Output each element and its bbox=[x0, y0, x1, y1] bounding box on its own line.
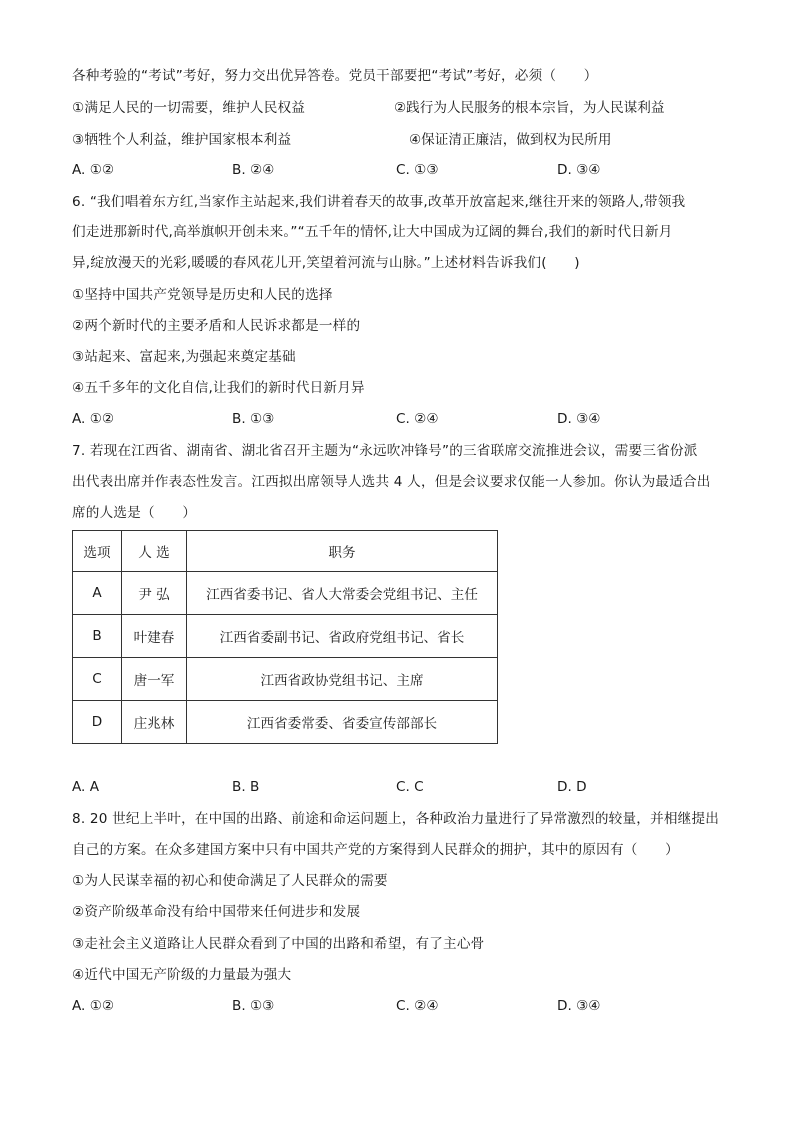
header-candidate: 人 选 bbox=[122, 531, 187, 572]
row-candidate: 尹 弘 bbox=[122, 572, 187, 615]
row-option: A bbox=[73, 572, 122, 615]
q6-option-a[interactable]: A. ①② bbox=[72, 411, 115, 427]
q7-candidates-table bbox=[72, 530, 498, 744]
q8-option-c[interactable]: C. ②④ bbox=[396, 998, 439, 1014]
row-position: 江西省委书记、省人大常委会党组书记、主任 bbox=[187, 572, 498, 615]
row-option: B bbox=[73, 615, 122, 658]
q7-option-d[interactable]: D. D bbox=[557, 779, 587, 795]
q5-statement-4: ④保证清正廉洁，做到权为民所用 bbox=[409, 132, 612, 148]
q7-stem-line-1: 7. 若现在江西省、湖南省、湖北省召开主题为“永远吹冲锋号”的三省联席交流推进会议，需要三省份派 bbox=[72, 443, 698, 459]
table-row bbox=[73, 572, 498, 615]
q6-option-b[interactable]: B. ①③ bbox=[232, 411, 275, 427]
q8-statement-4: ④近代中国无产阶级的力量最为强大 bbox=[72, 967, 292, 983]
q8-statement-2: ②资产阶级革命没有给中国带来任何进步和发展 bbox=[72, 904, 361, 920]
header-option: 选项 bbox=[73, 531, 122, 572]
q5-statement-2: ②践行为人民服务的根本宗旨，为人民谋利益 bbox=[394, 100, 665, 116]
q5-statement-3: ③牺牲个人利益，维护国家根本利益 bbox=[72, 132, 292, 148]
q6-stem-line-3: 异,绽放漫天的光彩,暖暖的春风花儿开,笑望着河流与山脉。”上述材料告诉我们( ) bbox=[72, 255, 580, 271]
q8-statement-3: ③走社会主义道路让人民群众看到了中国的出路和希望，有了主心骨 bbox=[72, 936, 485, 952]
q7-option-a[interactable]: A. A bbox=[72, 779, 100, 795]
q5-option-a[interactable]: A. ①② bbox=[72, 162, 115, 178]
q6-statement-3: ③站起来、富起来,为强起来奠定基础 bbox=[72, 349, 296, 365]
row-candidate: 庄兆林 bbox=[122, 701, 187, 744]
row-position: 江西省委常委、省委宣传部部长 bbox=[187, 701, 498, 744]
q7-option-b[interactable]: B. B bbox=[232, 779, 260, 795]
q7-stem-line-2: 出代表出席并作表态性发言。江西拟出席领导人选共 4 人，但是会议要求仅能一人参加。你认为最适合出 bbox=[72, 474, 711, 490]
row-candidate: 唐一军 bbox=[122, 658, 187, 701]
header-position: 职务 bbox=[187, 531, 498, 572]
q8-statement-1: ①为人民谋幸福的初心和使命满足了人民群众的需要 bbox=[72, 873, 388, 889]
row-position: 江西省委副书记、省政府党组书记、省长 bbox=[187, 615, 498, 658]
table-row bbox=[73, 701, 498, 744]
table-header-row bbox=[73, 531, 498, 572]
table-row bbox=[73, 615, 498, 658]
q6-stem-line-2: 们走进那新时代,高举旗帜开创未来。”“五千年的情怀,让大中国成为辽阔的舞台,我们的新时代日新月 bbox=[72, 224, 673, 240]
q5-statement-1: ①满足人民的一切需要，维护人民权益 bbox=[72, 100, 306, 116]
q5-option-c[interactable]: C. ①③ bbox=[396, 162, 439, 178]
q6-statement-1: ①坚持中国共产党领导是历史和人民的选择 bbox=[72, 287, 333, 303]
row-option: C bbox=[73, 658, 122, 701]
q8-option-b[interactable]: B. ①③ bbox=[232, 998, 275, 1014]
q7-stem-line-3: 席的人选是（ ） bbox=[72, 505, 197, 521]
q6-statement-2: ②两个新时代的主要矛盾和人民诉求都是一样的 bbox=[72, 318, 361, 334]
q6-option-d[interactable]: D. ③④ bbox=[557, 411, 601, 427]
row-option: D bbox=[73, 701, 122, 744]
q8-option-d[interactable]: D. ③④ bbox=[557, 998, 601, 1014]
q5-stem: 各种考验的“考试”考好，努力交出优异答卷。党员干部要把“考试”考好，必须（ ） bbox=[72, 68, 598, 84]
q5-option-b[interactable]: B. ②④ bbox=[232, 162, 275, 178]
q8-stem-line-1: 8. 20 世纪上半叶，在中国的出路、前途和命运问题上，各种政治力量进行了异常激烈的较量，并相继提出 bbox=[72, 811, 720, 827]
q8-stem-line-2: 自己的方案。在众多建国方案中只有中国共产党的方案得到人民群众的拥护，其中的原因有（ ） bbox=[72, 842, 679, 858]
q6-stem-line-1: 6. “我们唱着东方红,当家作主站起来,我们讲着春天的故事,改革开放富起来,继往开来的领路人,带领我 bbox=[72, 194, 686, 210]
q5-option-d[interactable]: D. ③④ bbox=[557, 162, 601, 178]
q6-option-c[interactable]: C. ②④ bbox=[396, 411, 439, 427]
q8-option-a[interactable]: A. ①② bbox=[72, 998, 115, 1014]
row-position: 江西省政协党组书记、主席 bbox=[187, 658, 498, 701]
row-candidate: 叶建春 bbox=[122, 615, 187, 658]
table-row bbox=[73, 658, 498, 701]
q6-statement-4: ④五千多年的文化自信,让我们的新时代日新月异 bbox=[72, 380, 365, 396]
q7-option-c[interactable]: C. C bbox=[396, 779, 424, 795]
